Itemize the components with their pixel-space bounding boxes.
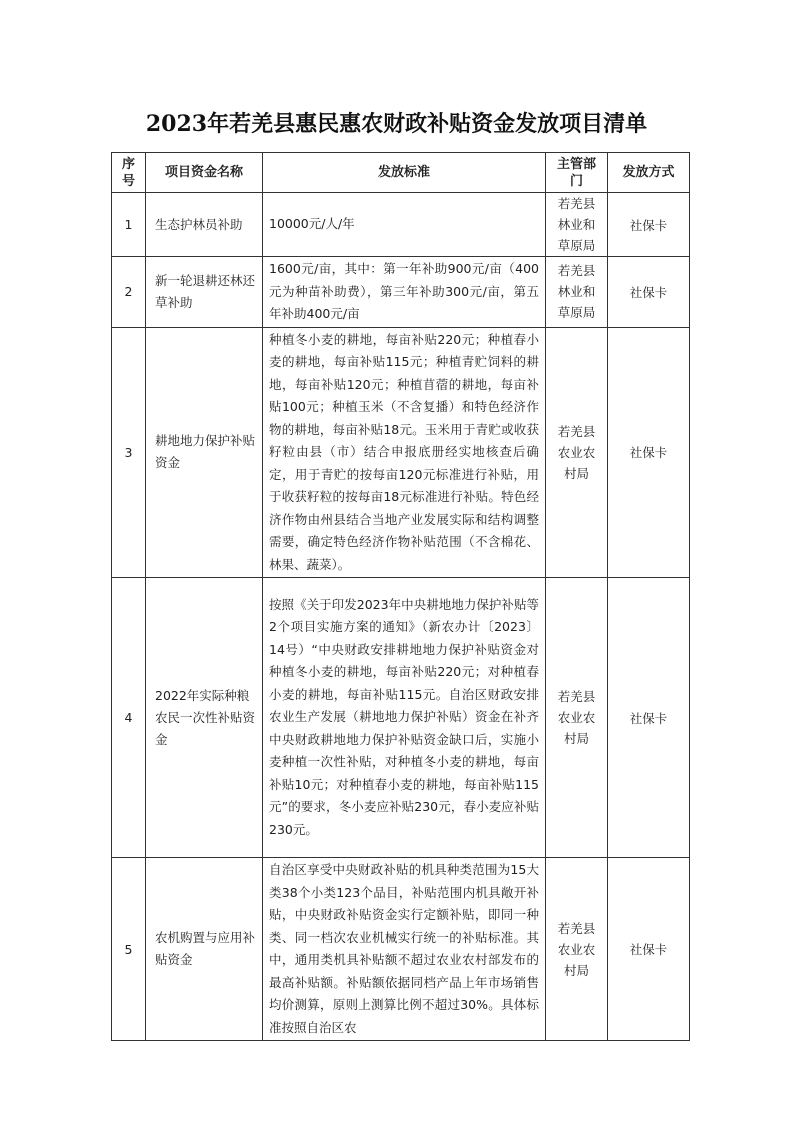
row-dept: 若羌县林业和草原局 bbox=[546, 193, 608, 257]
row-standard: 种植冬小麦的耕地，每亩补贴220元；种植春小麦的耕地，每亩补贴115元；种植青贮饲料的耕地，每亩补贴120元；种植苜蓿的耕地，每亩补贴100元；种植玉米（不含复播）和特色经济作物的耕地，每亩补贴18元。玉米用于青贮或收获籽粒由县（市）结合申报底册经实地核查后确定，用于青贮的按每亩120元标准进行补贴，用于收获籽粒的按每亩18元标准进行补贴。特色经济作物由州县结合当地产业发展实际和结构调整需要，确定特色经济作物补贴范围（不含棉花、林果、蔬菜）。 bbox=[263, 327, 546, 578]
row-index: 4 bbox=[112, 578, 146, 858]
row-standard: 自治区享受中央财政补贴的机具种类范围为15大类38个小类123个品目，补贴范围内机具敞开补贴，中央财政补贴资金实行定额补贴，即同一种类、同一档次农业机械实行统一的补贴标准。其中，通用类机具补贴额不超过农业农村部发布的最高补贴额。补贴额依据同档产品上年市场销售均价测算，原则上测算比例不超过30%。具体标准按照自治区农 bbox=[263, 858, 546, 1041]
table-row bbox=[112, 327, 690, 578]
row-name: 生态护林员补助 bbox=[146, 193, 263, 257]
table-row bbox=[112, 193, 690, 257]
row-name: 农机购置与应用补贴资金 bbox=[146, 858, 263, 1041]
header-name: 项目资金名称 bbox=[146, 153, 263, 193]
row-index: 1 bbox=[112, 193, 146, 257]
row-name: 耕地地力保护补贴资金 bbox=[146, 327, 263, 578]
table-row bbox=[112, 858, 690, 1041]
row-method: 社保卡 bbox=[608, 193, 690, 257]
subsidy-table bbox=[111, 152, 690, 1041]
row-method: 社保卡 bbox=[608, 578, 690, 858]
row-method: 社保卡 bbox=[608, 257, 690, 328]
row-standard: 10000元/人/年 bbox=[263, 193, 546, 257]
row-name: 新一轮退耕还林还草补助 bbox=[146, 257, 263, 328]
row-method: 社保卡 bbox=[608, 858, 690, 1041]
row-standard: 1600元/亩，其中：第一年补助900元/亩（400元为种苗补助费），第三年补助300元/亩，第五年补助400元/亩 bbox=[263, 257, 546, 328]
row-dept: 若羌县农业农村局 bbox=[546, 578, 608, 858]
row-dept: 若羌县林业和草原局 bbox=[546, 257, 608, 328]
header-standard: 发放标准 bbox=[263, 153, 546, 193]
header-dept: 主管部门 bbox=[546, 153, 608, 193]
header-method: 发放方式 bbox=[608, 153, 690, 193]
row-name: 2022年实际种粮农民一次性补贴资金 bbox=[146, 578, 263, 858]
row-method: 社保卡 bbox=[608, 327, 690, 578]
row-dept: 若羌县农业农村局 bbox=[546, 858, 608, 1041]
header-index: 序号 bbox=[112, 153, 146, 193]
table-row bbox=[112, 257, 690, 328]
table-header-row bbox=[112, 153, 690, 193]
row-index: 5 bbox=[112, 858, 146, 1041]
row-standard: 按照《关于印发2023年中央耕地地力保护补贴等2个项目实施方案的通知》（新农办计〔2023〕14号）“中央财政安排耕地地力保护补贴资金对种植冬小麦的耕地，每亩补贴220元；对种植春小麦的耕地，每亩补贴115元。自治区财政安排农业生产发展（耕地地力保护补贴）资金在补齐中央财政耕地地力保护补贴资金缺口后，实施小麦种植一次性补贴，对种植冬小麦的耕地，每亩补贴10元；对种植春小麦的耕地，每亩补贴115元”的要求，冬小麦应补贴230元，春小麦应补贴230元。 bbox=[263, 578, 546, 858]
row-index: 2 bbox=[112, 257, 146, 328]
document-title: 2023年若羌县惠民惠农财政补贴资金发放项目清单 bbox=[145, 111, 648, 137]
row-dept: 若羌县农业农村局 bbox=[546, 327, 608, 578]
row-index: 3 bbox=[112, 327, 146, 578]
table-row bbox=[112, 578, 690, 858]
